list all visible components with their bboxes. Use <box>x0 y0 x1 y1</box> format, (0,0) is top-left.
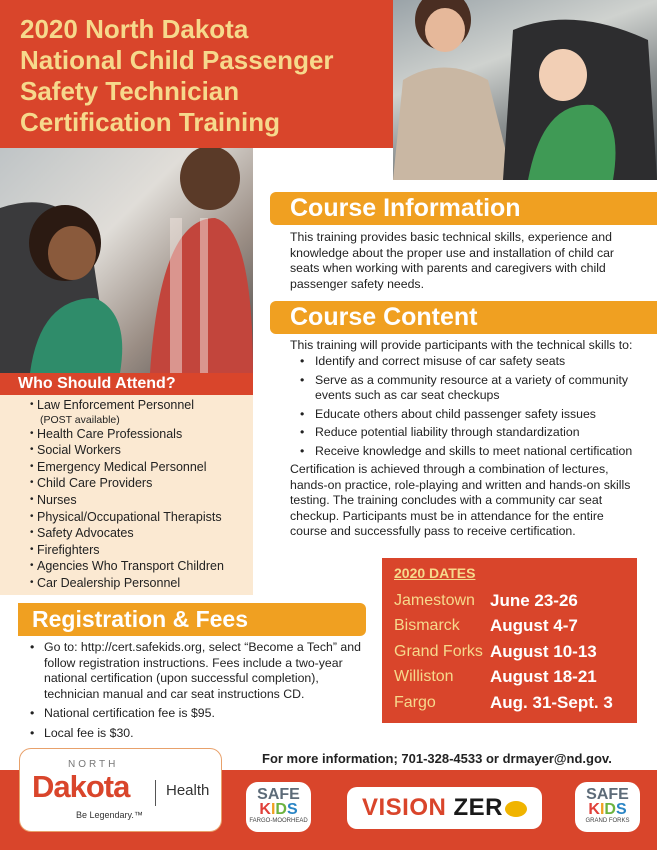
logo-tagline: Be Legendary.™ <box>76 810 143 820</box>
safekids-location: FARGO-MOORHEAD <box>249 818 308 824</box>
date-row <box>394 614 637 640</box>
date-value: August 4-7 <box>490 616 578 636</box>
date-city: Jamestown <box>394 591 475 609</box>
logo-health-text: Health <box>166 782 210 799</box>
list-item: • Go to: http://cert.safekids.org, select “Become a Tech” and follow registration instructions. Fees include a two-year national certification (upon successful completion), technician manual and car seat instructions CD. <box>30 640 370 702</box>
safekids-safe-text: SAFE <box>586 786 629 803</box>
list-item: • Child Care Providers <box>30 475 253 492</box>
safekids-kids-text: KIDS <box>259 801 298 818</box>
vision-zero-zer: ZER <box>453 794 504 821</box>
date-value: August 18-21 <box>490 667 597 687</box>
date-city: Williston <box>394 668 454 686</box>
list-item: • Car Dealership Personnel <box>30 575 253 592</box>
date-row <box>394 665 637 691</box>
title-line-4: Certification Training <box>20 107 281 137</box>
logo-north-text: NORTH <box>68 759 119 770</box>
registration-list <box>30 640 370 745</box>
list-item: • Reduce potential liability through standardization <box>300 425 640 441</box>
vision-zero-vision: VISION <box>361 794 447 821</box>
date-value: August 10-13 <box>490 641 597 661</box>
title-line-3: Safety Technician <box>20 76 240 106</box>
who-should-attend-list <box>30 397 253 592</box>
list-item: • Receive knowledge and skills to meet national certification <box>300 444 640 460</box>
date-value: Aug. 31-Sept. 3 <box>490 692 613 712</box>
list-item: • Identify and correct misuse of car safety seats <box>300 354 640 370</box>
course-information-text: This training provides basic technical skills, experience and knowledge about the proper use and installation of child car seats when working with parents and caregivers with child passenger safety needs. <box>290 230 615 291</box>
vision-zero-logo <box>347 787 542 829</box>
list-item: • Health Care Professionals <box>30 426 253 443</box>
date-city: Bismarck <box>394 617 460 635</box>
logo-divider <box>155 780 156 806</box>
list-item: • Nurses <box>30 492 253 509</box>
title-line-2: National Child Passenger <box>20 45 334 75</box>
course-information-heading: Course Information <box>270 192 657 225</box>
safe-kids-fargo-moorhead-logo <box>246 782 311 832</box>
who-should-attend-panel <box>0 395 253 595</box>
vision-zero-o-icon <box>505 801 527 817</box>
safekids-kids-text: KIDS <box>588 801 627 818</box>
date-city: Fargo <box>394 693 436 711</box>
list-item: • Physical/Occupational Therapists <box>30 509 253 526</box>
list-item: • Law Enforcement Personnel <box>30 397 253 414</box>
title-box <box>0 0 393 148</box>
safekids-safe-text: SAFE <box>257 786 300 803</box>
list-item: • Local fee is $30. <box>30 726 370 742</box>
contact-info: For more information; 701-328-4533 or drmayer@nd.gov. <box>262 751 612 766</box>
date-value: June 23-26 <box>490 590 578 610</box>
registration-heading: Registration & Fees <box>18 603 366 636</box>
photo-father-child-car-seat <box>0 148 253 373</box>
dates-box <box>382 558 637 723</box>
list-item: • Social Workers <box>30 442 253 459</box>
list-item: • Educate others about child passenger safety issues <box>300 407 640 423</box>
who-should-attend-heading: Who Should Attend? <box>0 373 253 395</box>
list-item: • Firefighters <box>30 542 253 559</box>
photo-mother-child-car-seat <box>393 0 657 180</box>
north-dakota-health-logo <box>19 748 222 832</box>
logo-dakota-text: Dakota <box>32 769 130 804</box>
list-item: • Serve as a community resource at a variety of community events such as car seat checkups <box>300 373 640 404</box>
course-content-list <box>300 354 640 462</box>
safe-kids-grand-forks-logo <box>575 782 640 832</box>
date-row <box>394 588 637 614</box>
safekids-location: GRAND FORKS <box>585 818 630 824</box>
course-content-outro: Certification is achieved through a combination of lectures, hands-on practice, role-playing and written and hands-on skills testing. The training concludes with a community car seat checkup. Participants must be in attendance for the entire course and successfully pass to receive certification. <box>290 462 631 538</box>
title-line-1: 2020 North Dakota <box>20 14 249 44</box>
list-item: • Agencies Who Transport Children <box>30 558 253 575</box>
list-item: • Safety Advocates <box>30 525 253 542</box>
course-content-heading: Course Content <box>270 301 657 334</box>
list-item-note: (POST available) <box>40 413 120 426</box>
date-row <box>394 690 637 716</box>
list-item: • National certification fee is $95. <box>30 706 370 722</box>
course-content-intro: This training will provide participants with the technical skills to: <box>290 338 633 352</box>
date-row <box>394 639 637 665</box>
list-item: • Emergency Medical Personnel <box>30 459 253 476</box>
dates-heading: 2020 DATES <box>394 565 476 581</box>
date-city: Grand Forks <box>394 642 483 660</box>
